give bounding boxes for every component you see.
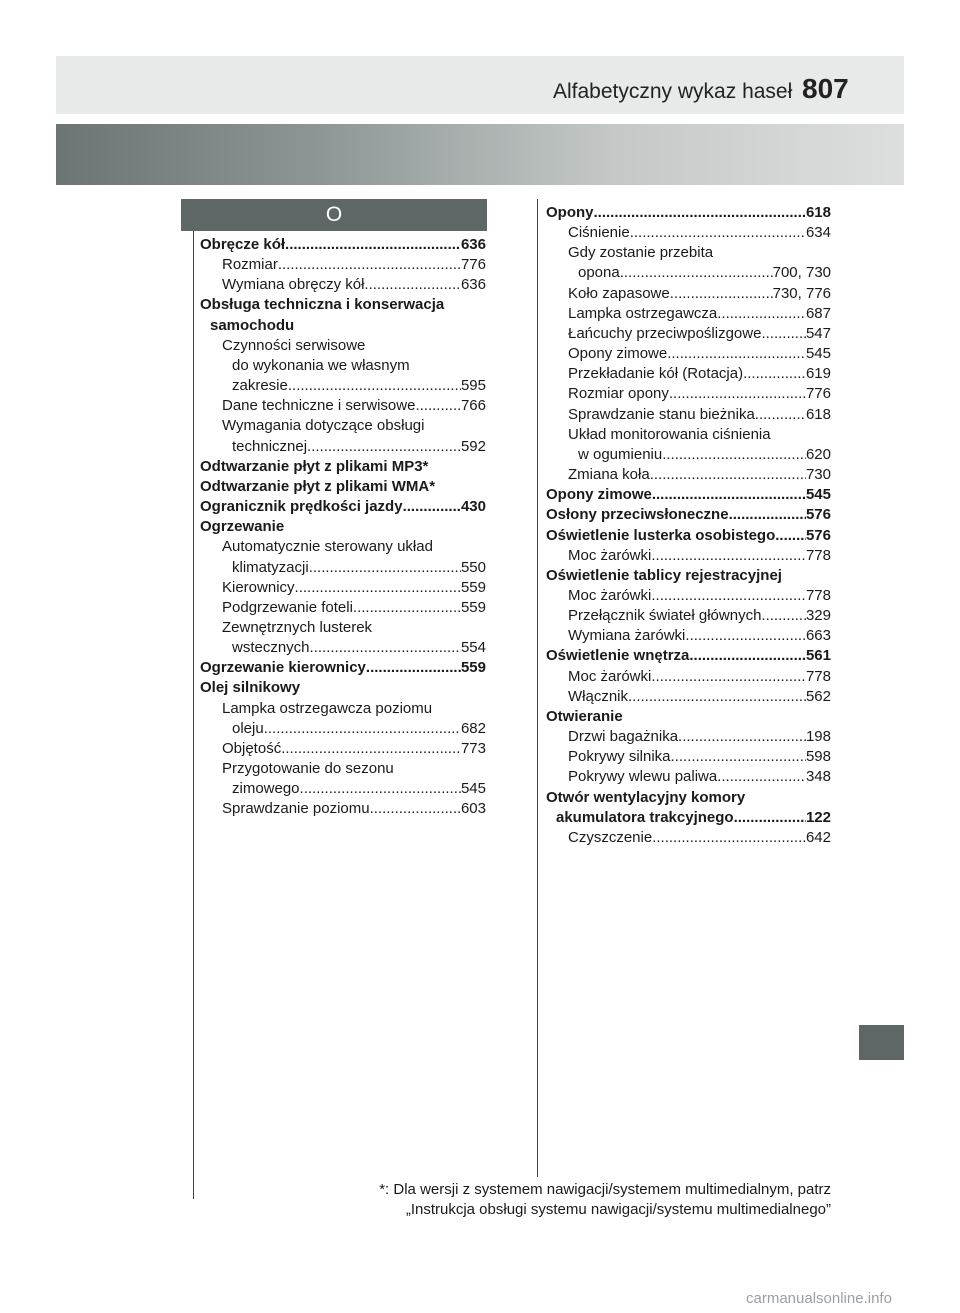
index-entry [546, 606, 831, 626]
index-entry [546, 485, 831, 505]
index-entry [546, 364, 831, 384]
index-entry [546, 505, 831, 525]
index-entry-text: w ogumieniu [578, 445, 663, 463]
leader-dots [364, 275, 461, 295]
leader-dots [734, 808, 806, 828]
index-entry [546, 626, 831, 646]
column-divider [537, 199, 538, 1177]
leader-dots [761, 324, 806, 344]
index-entry [546, 405, 831, 425]
index-entry-text: Pokrywy wlewu paliwa [568, 768, 718, 786]
index-entry [546, 586, 831, 606]
index-entry-page: 550 [460, 558, 486, 576]
leader-dots [353, 598, 461, 618]
leader-dots [651, 546, 806, 566]
index-entry [546, 727, 831, 747]
index-entry-page: 554 [460, 639, 486, 657]
index-entry [546, 566, 831, 586]
index-entry-page: 776 [460, 256, 486, 274]
index-entry-text: Oświetlenie tablicy rejestracyjnej [546, 566, 782, 584]
index-entry-page: 603 [460, 800, 486, 818]
index-entry-page: 773 [460, 739, 486, 757]
index-entry-text: Ogrzewanie kierownicy [200, 659, 366, 677]
index-entry-text: Wymagania dotyczące obsługi [222, 417, 425, 435]
leader-dots [309, 558, 461, 578]
index-entry-text: Koło zapasowe [568, 284, 670, 302]
left-column-rule [193, 231, 194, 1199]
index-entry [200, 477, 486, 497]
index-entry [546, 828, 831, 848]
index-entry [200, 678, 486, 698]
index-entry-page: 559 [460, 659, 486, 677]
leader-dots [662, 445, 806, 465]
index-entry-page: 682 [460, 719, 486, 737]
index-entry [200, 598, 486, 618]
index-entry [200, 295, 486, 315]
index-entry-text: Obręcze kół [200, 236, 286, 253]
index-entry-page: 592 [460, 437, 486, 455]
index-entry-text: Układ monitorowania ciśnienia [568, 425, 771, 443]
page-number: 807 [802, 73, 849, 104]
index-entry-text: Objętość [222, 739, 282, 757]
index-entry-page: 766 [460, 397, 486, 415]
index-entry-text: Odtwarzanie płyt z plikami WMA* [200, 477, 436, 495]
leader-dots [620, 263, 773, 283]
index-entry-text: zakresie [232, 377, 288, 395]
index-entry-page: 348 [805, 768, 831, 786]
left-index-column [200, 235, 486, 820]
index-entry-page: 547 [805, 324, 831, 342]
leader-dots [652, 828, 806, 848]
index-entry-text: Opony zimowe [546, 486, 652, 504]
index-entry-text: Drzwi bagażnika [568, 728, 679, 746]
leader-dots [307, 437, 461, 457]
index-entry-text: Przygotowanie do sezonu [222, 760, 394, 778]
index-entry [200, 558, 486, 578]
leader-dots [288, 376, 461, 396]
index-entry-page: 778 [805, 667, 831, 685]
index-entry-text: Osłony przeciwsłoneczne [546, 506, 729, 524]
index-entry [200, 517, 486, 537]
index-entry-text: Czynności serwisowe [222, 336, 366, 354]
leader-dots [678, 727, 806, 747]
index-entry-page: 663 [805, 627, 831, 645]
index-entry [546, 263, 831, 283]
index-entry-text: samochodu [210, 316, 295, 334]
leader-dots [310, 638, 461, 658]
index-entry-page: 636 [460, 276, 486, 294]
index-entry [200, 578, 486, 598]
index-entry-text: Odtwarzanie płyt z plikami MP3* [200, 457, 429, 475]
index-entry-page: 559 [460, 598, 486, 616]
index-entry [546, 747, 831, 767]
index-entry-page: 329 [805, 607, 831, 625]
index-entry [546, 304, 831, 324]
index-entry-text: Otwieranie [546, 707, 623, 725]
index-entry-text: technicznej [232, 437, 308, 455]
index-entry [546, 223, 831, 243]
index-entry-page: 595 [460, 377, 486, 395]
footnote-line-2: „Instrukcja obsługi systemu nawigacji/systemu multimedialnego” [405, 1201, 831, 1218]
index-entry-text: Przełącznik świateł głównych [568, 607, 762, 625]
leader-dots [743, 364, 806, 384]
index-entry [546, 667, 831, 687]
index-entry [200, 376, 486, 396]
index-entry [200, 799, 486, 819]
index-entry-text: wstecznych [232, 639, 310, 657]
index-entry [200, 316, 486, 336]
index-entry-page: 576 [805, 526, 831, 544]
index-entry [200, 457, 486, 477]
leader-dots [669, 384, 806, 404]
index-entry [546, 526, 831, 546]
footnote-line-1: *: Dla wersji z systemem nawigacji/systemem multimedialnym, patrz [379, 1181, 831, 1198]
index-entry-page: 122 [805, 808, 831, 826]
index-entry-text: Przekładanie kół (Rotacja) [568, 365, 744, 383]
index-entry [546, 707, 831, 727]
index-entry-text: Gdy zostanie przebita [568, 244, 714, 262]
index-entry [546, 243, 831, 263]
index-entry-text: Czyszczenie [568, 828, 653, 846]
index-entry-text: Dane techniczne i serwisowe [222, 397, 416, 415]
leader-dots [729, 505, 806, 525]
index-entry-text: Otwór wentylacyjny komory [546, 788, 746, 806]
index-entry [200, 416, 486, 436]
index-entry-text: Sprawdzanie stanu bieżnika [568, 405, 755, 423]
index-entry-text: Zmiana koła [568, 466, 650, 484]
index-entry [200, 235, 486, 255]
index-entry [200, 437, 486, 457]
right-index-column [546, 203, 831, 848]
index-entry-text: Sprawdzanie poziomu [222, 800, 370, 818]
index-entry [200, 739, 486, 759]
index-entry-text: Łańcuchy przeciwpoślizgowe [568, 324, 762, 342]
index-entry [200, 699, 486, 719]
index-entry-text: Lampka ostrzegawcza poziomu [222, 699, 433, 717]
index-entry-text: zimowego [232, 780, 300, 798]
index-entry [546, 344, 831, 364]
index-entry [200, 255, 486, 275]
index-entry-page: 545 [460, 780, 486, 798]
index-entry-page: 559 [460, 578, 486, 596]
leader-dots [651, 586, 806, 606]
index-entry [200, 719, 486, 739]
index-entry [200, 275, 486, 295]
index-entry-text: oleju [232, 719, 264, 737]
section-letter: O [181, 199, 487, 231]
index-entry-page: 776 [805, 385, 831, 403]
leader-dots [415, 396, 461, 416]
index-entry-page: 778 [805, 586, 831, 604]
index-entry [546, 203, 831, 223]
index-entry-page: 562 [805, 687, 831, 705]
footnote [379, 1180, 831, 1220]
index-entry-page: 430 [460, 498, 486, 516]
leader-dots [370, 799, 461, 819]
leader-dots [651, 667, 806, 687]
index-entry-text: akumulatora trakcyjnego [556, 808, 734, 826]
leader-dots [667, 344, 806, 364]
index-entry-page: 634 [805, 224, 831, 242]
index-entry-text: Opony [546, 204, 594, 221]
leader-dots [278, 255, 461, 275]
leader-dots [775, 526, 806, 546]
index-entry-text: do wykonania we własnym [232, 356, 410, 374]
index-entry-text: Olej silnikowy [200, 679, 301, 697]
index-entry-text: Moc żarówki [568, 667, 652, 685]
index-entry [546, 465, 831, 485]
index-entry [546, 687, 831, 707]
index-entry-text: Ogranicznik prędkości jazdy [200, 498, 403, 516]
leader-dots [671, 747, 806, 767]
leader-dots [285, 235, 461, 255]
leader-dots [717, 767, 806, 787]
leader-dots [761, 606, 806, 626]
index-entry-page: 642 [805, 828, 831, 846]
index-entry-text: Moc żarówki [568, 546, 652, 564]
index-entry-page: 636 [460, 236, 486, 253]
index-entry [546, 788, 831, 808]
index-entry-text: Ciśnienie [568, 224, 630, 242]
index-entry [546, 284, 831, 304]
index-entry [546, 425, 831, 445]
leader-dots [403, 497, 461, 517]
leader-dots [650, 465, 806, 485]
index-entry-page: 730, 776 [772, 284, 831, 302]
leader-dots [685, 626, 806, 646]
leader-dots [300, 779, 461, 799]
leader-dots [366, 658, 461, 678]
leader-dots [717, 304, 806, 324]
index-entry-text: opona [578, 264, 620, 282]
index-entry-text: Pokrywy silnika [568, 748, 671, 766]
index-entry-page: 618 [805, 204, 831, 221]
leader-dots [594, 203, 806, 223]
index-entry-page: 576 [805, 506, 831, 524]
index-entry [546, 646, 831, 666]
watermark: carmanualsonline.info [746, 1290, 892, 1307]
index-entry [200, 779, 486, 799]
index-entry-text: Wymiana żarówki [568, 627, 686, 645]
leader-dots [264, 719, 461, 739]
index-entry [200, 497, 486, 517]
index-entry [200, 759, 486, 779]
index-entry [200, 356, 486, 376]
index-entry-text: Moc żarówki [568, 586, 652, 604]
index-entry [200, 396, 486, 416]
side-index-tab [859, 1025, 904, 1060]
index-entry-text: Rozmiar [222, 256, 278, 274]
index-entry-text: Lampka ostrzegawcza [568, 304, 718, 322]
index-entry [546, 808, 831, 828]
index-entry-text: Oświetlenie wnętrza [546, 647, 690, 665]
index-entry-text: Rozmiar opony [568, 385, 669, 403]
index-entry-text: Zewnętrznych lusterek [222, 618, 373, 636]
index-entry-page: 545 [805, 345, 831, 363]
index-entry-page: 687 [805, 304, 831, 322]
index-entry-text: Automatycznie sterowany układ [222, 538, 433, 556]
index-entry-page: 730 [805, 466, 831, 484]
leader-dots [295, 578, 461, 598]
index-entry [200, 638, 486, 658]
index-entry [200, 658, 486, 678]
index-entry-text: Ogrzewanie [200, 518, 285, 536]
index-entry [546, 546, 831, 566]
leader-dots [755, 405, 806, 425]
leader-dots [670, 284, 773, 304]
index-entry-page: 618 [805, 405, 831, 423]
index-entry-page: 619 [805, 365, 831, 383]
index-entry [546, 445, 831, 465]
index-entry-text: Włącznik [568, 687, 629, 705]
index-entry [200, 537, 486, 557]
index-entry [546, 384, 831, 404]
index-entry-page: 778 [805, 546, 831, 564]
index-entry-page: 545 [805, 486, 831, 504]
index-entry-page: 700, 730 [772, 264, 831, 282]
leader-dots [689, 646, 806, 666]
index-entry [546, 767, 831, 787]
leader-dots [652, 485, 806, 505]
leader-dots [628, 687, 806, 707]
decorative-gradient-band [56, 124, 904, 185]
leader-dots [281, 739, 461, 759]
index-entry-text: Oświetlenie lusterka osobistego [546, 526, 776, 544]
index-entry-page: 598 [805, 748, 831, 766]
index-entry [546, 324, 831, 344]
index-entry-text: Obsługa techniczna i konserwacja [200, 296, 445, 314]
index-entry-text: klimatyzacji [232, 558, 309, 576]
index-entry [200, 618, 486, 638]
index-entry-text: Podgrzewanie foteli [222, 598, 353, 616]
header-title: Alfabetyczny wykaz haseł [553, 80, 793, 103]
leader-dots [630, 223, 806, 243]
index-entry-page: 561 [805, 647, 831, 665]
index-entry-text: Opony zimowe [568, 345, 668, 363]
index-entry [200, 336, 486, 356]
index-entry-page: 620 [805, 445, 831, 463]
index-entry-page: 198 [805, 728, 831, 746]
index-entry-text: Wymiana obręczy kół [222, 276, 365, 294]
index-entry-text: Kierownicy [222, 578, 295, 596]
